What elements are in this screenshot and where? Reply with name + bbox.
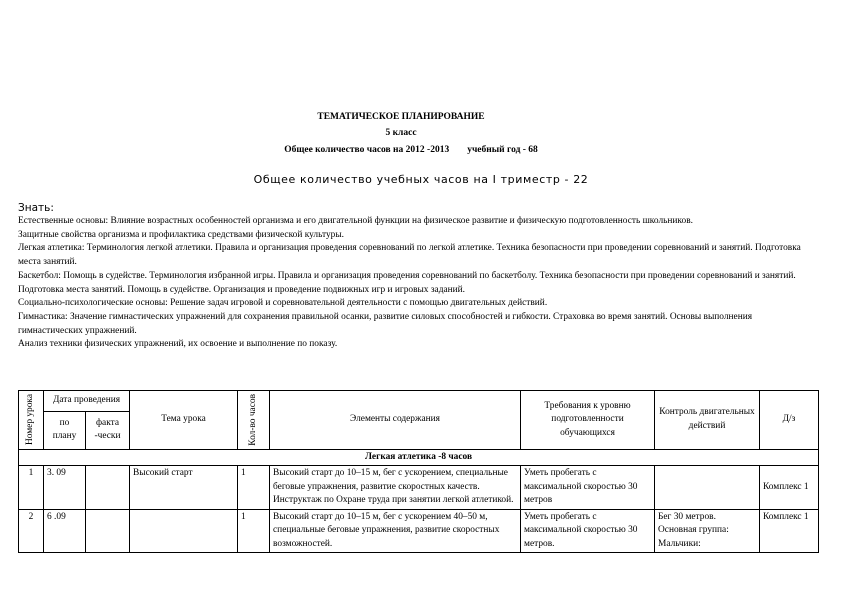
col-num-label: Номер урока [25,394,36,446]
section-title: Легкая атлетика -8 часов [19,449,819,466]
col-topic-header: Тема урока [130,391,238,450]
col-hours-header [238,391,270,450]
section-row [19,449,819,466]
row-topic: Высокий старт [130,466,238,510]
col-elements-header: Элементы содержания [270,391,521,450]
page-bottom-margin [0,577,842,595]
class-label: 5 класс [385,128,417,138]
total-hours-line [0,145,832,155]
total-hours-right: учебный год - 68 [467,145,538,155]
page-title: ТЕМАТИЧЕСКОЕ ПЛАНИРОВАНИЕ [317,112,485,122]
row-topic [130,509,238,553]
know-line: Защитные свойства организма и профилактика средствами физической культуры. [18,229,344,240]
row-fact [86,509,130,553]
know-label: Знать: [18,202,54,214]
header-row [19,391,819,412]
row-plan: 6 .09 [44,509,86,553]
total-hours-left: Общее количество часов на 2012 -2013 [284,145,450,155]
row-hw: Комплекс 1 [760,466,819,510]
row-num: 2 [19,509,44,553]
row-hours: 1 [238,509,270,553]
know-line: Естественные основы: Влияние возрастных особенностей организма и его двигательной функции на физическое развитие и физическую подготовленность школьников. [18,216,693,226]
know-line: Баскетбол: Помощь в судействе. Терминология избранной игры. Правила и организация проведения соревнований по баскетболу. Техника безопасности при проведении соревнований и занятий. Подготовка места занятий. Помощь в судействе. Организация и проведение подвижных игр и игровых заданий. [18,270,796,295]
know-line: Анализ техники физических упражнений, их освоение и выполнение по показу. [18,339,338,350]
row-fact [86,466,130,510]
row-requirements: Уметь пробегать с максимальной скоростью 30 метров. [521,509,655,553]
row-num: 1 [19,466,44,510]
col-hw-header: Д/з [760,391,819,450]
col-num-header [19,391,44,450]
know-line: Социально-психологические основы: Решение задач игровой и соревновательной деятельности с помощью двигательных действий. [18,298,548,309]
col-control-header: Контроль двигательных действий [655,391,760,450]
trimester-hours: Общее количество учебных часов на I триместр - 22 [253,173,589,186]
row-plan: 3. 09 [44,466,86,510]
row-control [655,466,760,510]
row-control: Бег 30 метров. Основная группа: Мальчики: [655,509,760,553]
table-row [19,509,819,553]
row-elements: Высокий старт до 10–15 м, бег с ускорением 40–50 м, специальные беговые упражнения, развитие скоростных возможностей. [270,509,521,553]
col-date-header: Дата проведения [44,391,130,412]
col-fact-header: факта -чески [86,411,130,449]
col-requirements-header: Требования к уровню подготовленности обучающихся [521,391,655,450]
col-plan-header: по плану [44,411,86,449]
know-body [18,215,808,352]
row-requirements: Уметь пробегать с максимальной скоростью 30 метров [521,466,655,510]
planning-table [18,390,819,553]
know-line: Гимнастика: Значение гимнастических упражнений для сохранения правильной осанки, развитие силовых способностей и гибкости. Страховка во время занятий. Основы выполнения гимнастических упражнений. [18,311,753,336]
row-elements: Высокий старт до 10–15 м, бег с ускорением, специальные беговые упражнения, развитие скоростных качеств. Инструктаж по Охране труда при занятии легкой атлетикой. [270,466,521,510]
row-hw: Комплекс 1 [760,509,819,553]
table-row [19,466,819,510]
know-line: Легкая атлетика: Терминология легкой атлетики. Правила и организация проведения соревнований по легкой атлетике. Техника безопасности при проведении соревнований и занятий. Подготовка места занятий. [18,243,801,268]
row-hours: 1 [238,466,270,510]
col-hours-label: Кол-во часов [247,394,258,446]
